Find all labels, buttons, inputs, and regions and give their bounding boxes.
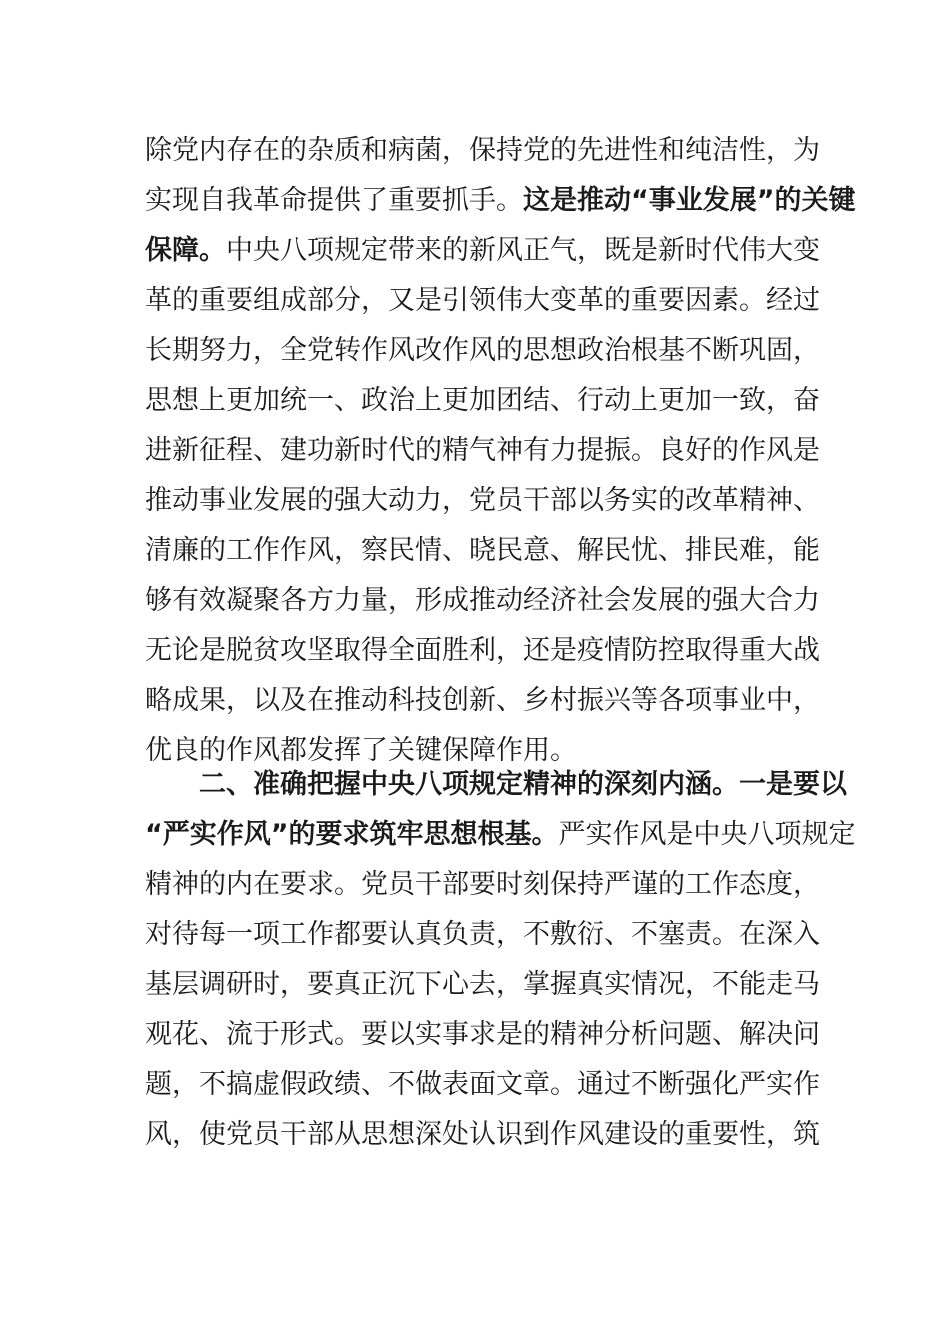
text-run: 推动事业发展的强大动力，党员干部以务实的改革精神、 (145, 485, 820, 516)
text-run: 风，使党员干部从思想深处认识到作风建设的重要性，筑 (145, 1119, 820, 1150)
text-line (145, 860, 820, 910)
text-run: 革的重要组成部分，又是引领伟大变革的重要因素。经过 (145, 285, 820, 316)
text-run: 题，不搞虚假政绩、不做表面文章。通过不断强化严实作 (145, 1069, 820, 1100)
text-run: 除党内存在的杂质和病菌，保持党的先进性和纯洁性，为 (145, 135, 820, 166)
text-run: 严实作风是中央八项规定 (558, 819, 856, 850)
text-line (145, 126, 820, 176)
text-line (145, 960, 820, 1010)
text-line (145, 1060, 820, 1110)
text-run: 实现自我革命提供了重要抓手。 (145, 185, 523, 216)
text-line (145, 326, 820, 376)
text-line (145, 576, 820, 626)
bold-text-run: “严实作风”的要求筑牢思想根基。 (145, 819, 559, 850)
text-line (145, 276, 820, 326)
text-run: 中央八项规定带来的新风正气，既是新时代伟大变 (226, 235, 820, 266)
text-line (145, 1110, 820, 1160)
bold-text-run: 二、准确把握中央八项规定精神的深刻内涵。一是要以 (145, 769, 847, 800)
text-run: 略成果，以及在推动科技创新、乡村振兴等各项事业中， (145, 685, 820, 716)
text-run: 思想上更加统一、政治上更加团结、行动上更加一致，奋 (145, 385, 820, 416)
text-line (145, 810, 856, 860)
text-run: 优良的作风都发挥了关键保障作用。 (145, 735, 577, 766)
paragraph-continuation (145, 126, 856, 776)
text-run: 基层调研时，要真正沉下心去，掌握真实情况，不能走马 (145, 969, 820, 1000)
text-run: 对待每一项工作都要认真负责，不敷衍、不塞责。在深入 (145, 919, 820, 950)
text-line (145, 226, 820, 276)
text-run: 观花、流于形式。要以实事求是的精神分析问题、解决问 (145, 1019, 820, 1050)
text-run: 够有效凝聚各方力量，形成推动经济社会发展的强大合力 (145, 585, 820, 616)
bold-text-run: 这是推动“事业发展”的关键 (523, 185, 856, 216)
text-run: 无论是脱贫攻坚取得全面胜利，还是疫情防控取得重大战 (145, 635, 820, 666)
text-line (145, 676, 820, 726)
text-line (145, 910, 820, 960)
text-line (145, 1010, 820, 1060)
text-run: 精神的内在要求。党员干部要时刻保持严谨的工作态度， (145, 869, 820, 900)
text-run: 长期努力，全党转作风改作风的思想政治根基不断巩固， (145, 335, 820, 366)
text-line (145, 476, 820, 526)
bold-text-run: 保障。 (145, 235, 226, 266)
paragraph-section-two (145, 760, 856, 1160)
text-line (145, 626, 820, 676)
text-line (145, 376, 820, 426)
text-line (145, 176, 856, 226)
section-heading-line (145, 760, 847, 810)
text-run: 清廉的工作作风，察民情、晓民意、解民忧、排民难，能 (145, 535, 820, 566)
text-run: 进新征程、建功新时代的精气神有力提振。良好的作风是 (145, 435, 820, 466)
text-line (145, 526, 820, 576)
text-line (145, 426, 820, 476)
